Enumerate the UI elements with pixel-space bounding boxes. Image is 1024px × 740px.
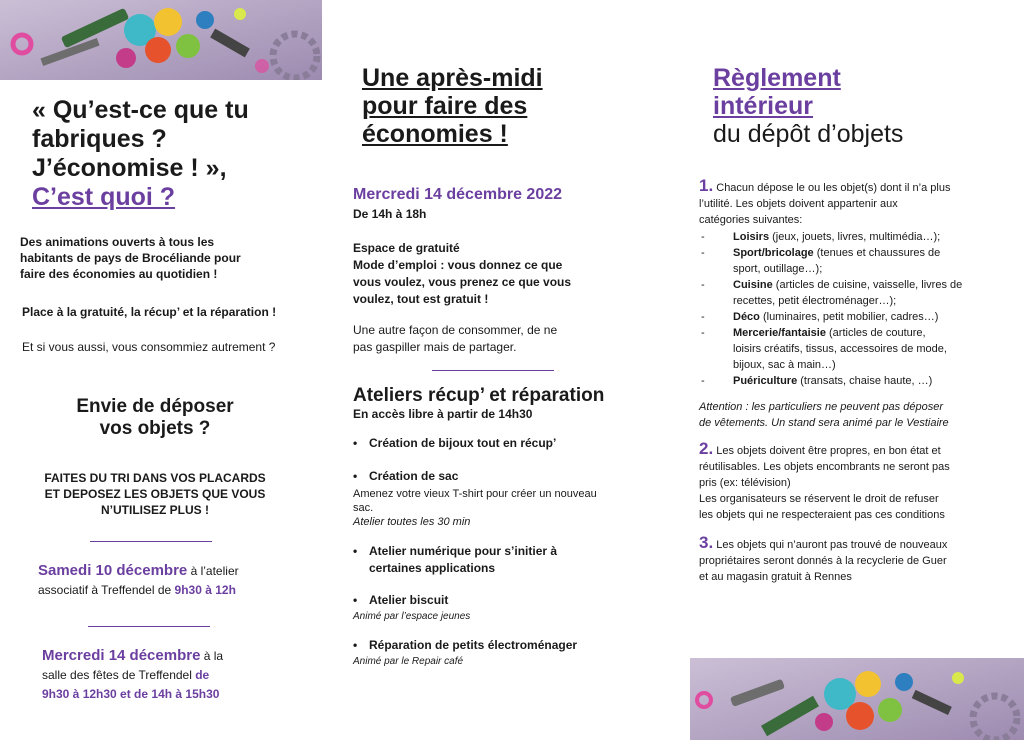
bullet-icon: • — [353, 544, 358, 558]
category-desc: (transats, chaise haute, …) — [797, 375, 933, 387]
rule-text: Les organisateurs se réservent le droit de refuser — [699, 493, 939, 505]
date2-time: de — [195, 668, 210, 682]
dash-icon: - — [701, 279, 705, 291]
date2-block — [42, 646, 223, 704]
right-title-line: intérieur — [713, 92, 814, 120]
dash-icon: - — [701, 327, 705, 339]
other-block — [353, 322, 557, 356]
category-desc: (articles de couture, — [825, 327, 926, 339]
left-title-link: C’est quoi ? — [32, 183, 176, 211]
rule-text: catégories suivantes: — [699, 214, 803, 226]
category-name: Cuisine — [733, 279, 773, 291]
item-title: Atelier numérique pour s’initier à — [369, 544, 558, 558]
list-item — [353, 469, 663, 529]
date2-time: 9h30 à 12h30 et de 14h à 15h30 — [42, 687, 220, 701]
category-desc: (luminaires, petit mobilier, cadres…) — [759, 311, 939, 323]
deposit-title-line: Envie de déposer — [76, 396, 234, 417]
category-desc: loisirs créatifs, tissus, accessoires de mode, — [733, 343, 947, 355]
dash-icon: - — [701, 375, 705, 387]
gratuite-line: vous voulez, vous prenez ce que vous — [353, 275, 572, 289]
ateliers-list — [353, 436, 663, 669]
bullet-icon: • — [353, 593, 358, 607]
list-item — [699, 245, 999, 277]
deposit-title-line: vos objets ? — [99, 418, 211, 439]
bullet-icon: • — [353, 469, 358, 483]
left-title-line: « Qu’est-ce que tu — [32, 96, 249, 124]
category-name: Sport/bricolage — [733, 247, 814, 259]
rule-3 — [699, 535, 999, 585]
divider — [88, 626, 210, 627]
gratuite-line: voulez, tout est gratuit ! — [353, 292, 489, 306]
deposit-title — [20, 396, 290, 440]
list-item — [353, 593, 663, 624]
ateliers-title: Ateliers récup’ et réparation — [353, 385, 605, 406]
category-desc: recettes, petit électroménager…); — [733, 295, 897, 307]
date2-rest: salle des fêtes de Treffendel — [42, 668, 196, 682]
categories-list — [699, 229, 999, 389]
rule-2 — [699, 441, 999, 523]
rule-text: Les objets doivent être propres, en bon état et — [716, 445, 941, 457]
right-title-line: Règlement — [713, 64, 841, 92]
date2-label: Mercredi 14 décembre — [42, 647, 201, 664]
divider — [90, 541, 212, 542]
list-item — [699, 325, 999, 373]
dash-icon: - — [701, 247, 705, 259]
left-tagline: Place à la gratuité, la récup’ et la réparation ! — [22, 305, 277, 319]
deposit-caps-line: N’UTILISEZ PLUS ! — [101, 503, 209, 517]
recycle-collage-image — [0, 0, 322, 80]
other-line: pas gaspiller mais de partager. — [353, 340, 517, 354]
event-date: Mercredi 14 décembre 2022 — [353, 186, 563, 203]
item-note: Animé par le Repair café — [353, 656, 464, 667]
item-title: Atelier biscuit — [369, 593, 449, 607]
middle-title-line: pour faire des — [362, 92, 528, 120]
rule-text: les objets qui ne respecteraient pas ces conditions — [699, 509, 945, 521]
item-title: Création de bijoux tout en récup’ — [369, 436, 557, 450]
rule-number: 2. — [699, 439, 714, 458]
rule-text: Chacun dépose le ou les objet(s) dont il n’a plus — [716, 182, 951, 194]
category-name: Déco — [733, 311, 760, 323]
category-name: Puériculture — [733, 375, 798, 387]
rules — [699, 178, 999, 585]
left-intro — [20, 234, 241, 282]
rule-number: 3. — [699, 533, 714, 552]
category-desc: sport, outillage…); — [733, 263, 823, 275]
banner-bottom-right — [690, 658, 1024, 740]
banner-top-left — [0, 0, 322, 80]
attention-line: Attention : les particuliers ne peuvent pas déposer — [699, 401, 943, 413]
item-title: Réparation de petits électroménager — [369, 638, 578, 652]
intro-line: Des animations ouverts à tous les — [20, 235, 215, 249]
intro-line: faire des économies au quotidien ! — [20, 267, 218, 281]
rule-text: propriétaires seront donnés à la recyclerie de Guer — [699, 555, 947, 567]
date2-rest: à la — [200, 649, 224, 663]
rule-text: et au magasin gratuit à Rennes — [699, 571, 852, 583]
rule-1 — [699, 178, 999, 228]
date1-rest: à l’atelier — [187, 564, 239, 578]
bullet-icon: • — [353, 638, 358, 652]
ateliers-sub: En accès libre à partir de 14h30 — [353, 407, 533, 421]
date1-rest: associatif à Treffendel de — [38, 583, 175, 597]
deposit-caps — [20, 470, 290, 518]
middle-title-line: économies ! — [362, 120, 508, 148]
list-item — [699, 229, 999, 245]
dash-icon: - — [701, 311, 705, 323]
item-title: Création de sac — [369, 469, 459, 483]
item-note: Animé par l’espace jeunes — [353, 611, 471, 622]
gratuite-title: Espace de gratuité — [353, 241, 460, 255]
divider — [432, 370, 554, 371]
list-item — [353, 638, 663, 669]
left-title — [32, 96, 249, 212]
deposit-caps-line: FAITES DU TRI DANS VOS PLACARDS — [44, 471, 266, 485]
list-item — [353, 543, 663, 577]
category-name: Loisirs — [733, 231, 770, 243]
left-question: Et si vous aussi, vous consommiez autrement ? — [22, 340, 276, 354]
date1-time: 9h30 à 12h — [174, 583, 236, 597]
deposit-caps-line: ET DEPOSEZ LES OBJETS QUE VOUS — [44, 487, 266, 501]
dash-icon: - — [701, 231, 705, 243]
recycle-collage-image — [690, 658, 1024, 740]
left-title-line: J’économise ! », — [32, 154, 227, 182]
item-desc: Amenez votre vieux T-shirt pour créer un nouveau — [353, 488, 597, 500]
rule-text: pris (ex: télévision) — [699, 477, 791, 489]
middle-title-line: Une après-midi — [362, 64, 543, 92]
middle-title — [362, 64, 543, 148]
rule-text: Les objets qui n’auront pas trouvé de nouveaux — [716, 539, 948, 551]
list-item — [699, 309, 999, 325]
category-desc: (jeux, jouets, livres, multimédia…); — [769, 231, 941, 243]
list-item — [699, 373, 999, 389]
list-item — [353, 436, 663, 451]
rule-text: réutilisables. Les objets encombrants ne seront pas — [699, 461, 950, 473]
item-note: Atelier toutes les 30 min — [353, 516, 471, 528]
category-name: Mercerie/fantaisie — [733, 327, 826, 339]
date1-label: Samedi 10 décembre — [38, 562, 188, 579]
date1-block — [38, 561, 239, 600]
category-desc: (tenues et chaussures de — [813, 247, 941, 259]
gratuite-line: Mode d’emploi : vous donnez ce que — [353, 258, 563, 272]
attention-note — [699, 399, 999, 431]
list-item — [699, 277, 999, 309]
item-desc: sac. — [353, 502, 374, 514]
category-desc: (articles de cuisine, vaisselle, livres de — [772, 279, 963, 291]
rule-text: l’utilité. Les objets doivent appartenir aux — [699, 198, 898, 210]
attention-line: de vêtements. Un stand sera animé par le Vestiaire — [699, 417, 949, 429]
right-title-line: du dépôt d’objets — [713, 120, 904, 148]
left-title-line: fabriques ? — [32, 125, 167, 153]
gratuite-block — [353, 240, 571, 308]
right-title — [713, 64, 903, 148]
rule-number: 1. — [699, 176, 714, 195]
event-hours: De 14h à 18h — [353, 207, 427, 221]
category-desc: bijoux, sac à main…) — [733, 359, 836, 371]
other-line: Une autre façon de consommer, de ne — [353, 323, 558, 337]
bullet-icon: • — [353, 436, 358, 450]
item-title: certaines applications — [369, 561, 496, 575]
intro-line: habitants de pays de Brocéliande pour — [20, 251, 241, 265]
